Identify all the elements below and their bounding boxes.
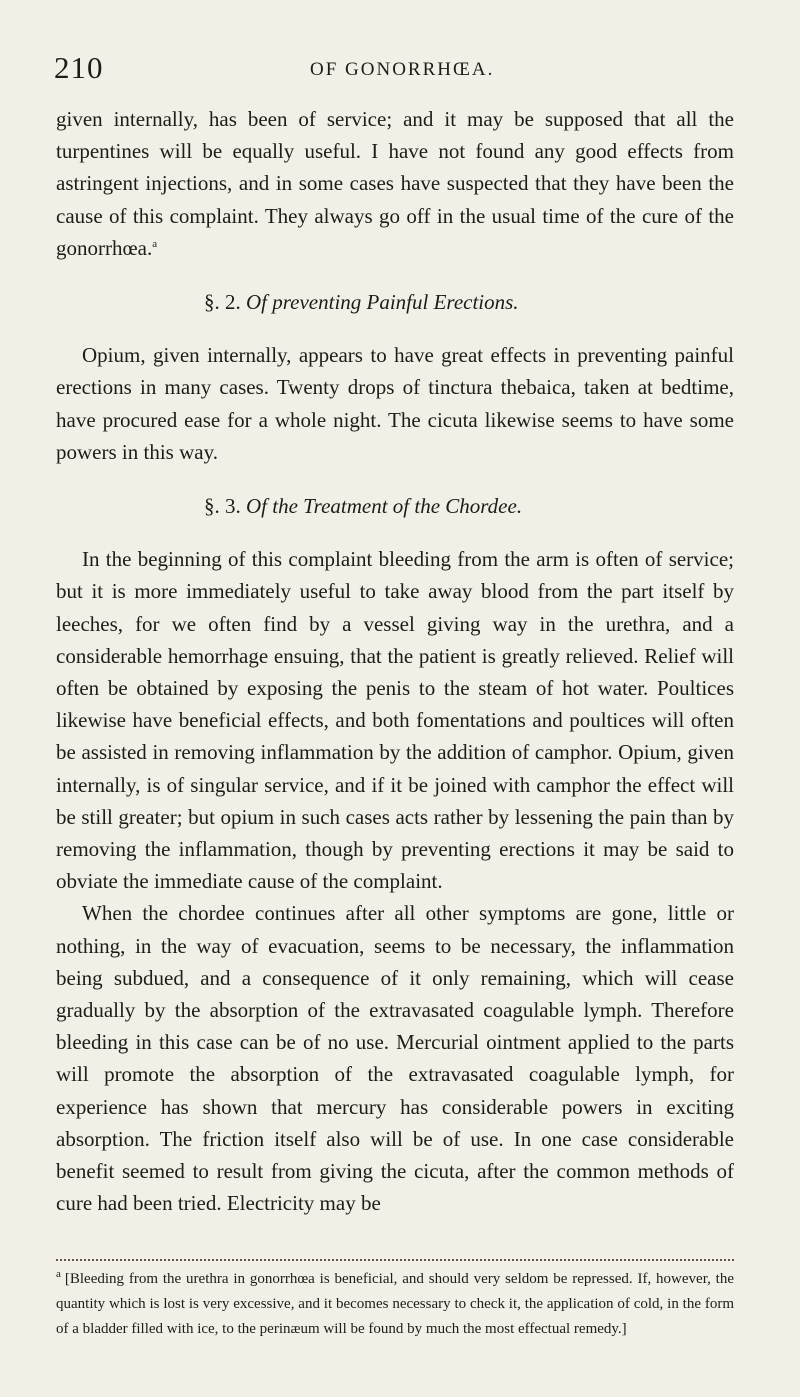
paragraph-turpentines [56,103,734,264]
section-heading-painful-erections [56,286,734,318]
running-title: OF GONORRHŒA. [310,59,495,80]
page-number: 210 [54,50,104,85]
section-number: §. 2. [204,290,241,315]
paragraph-chordee-treatment: In the beginning of this complaint bleeding from the arm is often of service; but it is more immediately useful to take away blood from the part itself by leeches, for we often find by a vessel giving way in the urethra, and a considerable hemorrhage ensuing, that the patient is greatly relieved. Relief will often be obtained by exposing the penis to the steam of hot water. Poultices likewise have beneficial effects, and both fomentations and poultices will often be assisted in removing inflammation by the addition of camphor. Opium, given internally, is of singular service, and if it be joined with camphor the effect will be still greater; but opium in such cases acts rather by lessening the pain than by removing the inflammation, though by preventing erections it may be said to obviate the immediate cause of the complaint. [56,547,734,894]
paragraph-opium: Opium, given internally, appears to have great effects in preventing painful erections in many cases. Twenty drops of tinctura thebaica, taken at bedtime, have procured ease for a whole night. The cicuta likewise seems to have some powers in this way. [56,343,734,464]
footnote [56,1267,734,1342]
footnote-text: [Bleeding from the urethra in gonorrhœa is beneficial, and should very seldom be repressed. If, however, the quantity which is lost is very excessive, and it becomes necessary to check it, the application of cold, in the form of a bladder filled with ice, to the perinæum will be found by much the most effectual remedy.] [56,1271,734,1337]
section-title: Of the Treatment of the Chordee. [246,494,523,519]
footnote-reference: a [152,237,158,250]
section-heading-chordee [56,490,734,522]
section-number: §. 3. [204,494,241,519]
section-title: Of preventing Painful Erections. [246,290,519,315]
page-header [0,50,800,90]
paragraph-text: given internally, has been of service; and it may be supposed that all the turpentines will be equally useful. I have not found any good effects from astringent injections, and in some cases have suspected that they have been the cause of this complaint. They always go off in the usual time of the cure of the gonorrhœa. [56,107,734,260]
footnote-mark: a [56,1268,61,1280]
paragraph-chordee-continues: When the chordee continues after all other symptoms are gone, little or nothing, in the way of evacuation, seems to be necessary, the inflammation being subdued, and a consequence of it only remaining, which will cease gradually by the absorption of the extravasated coagulable lymph. Therefore bleeding in this case can be of no use. Mercurial ointment applied to the parts will promote the absorption of the extravasated coagulable lymph, for experience has shown that mercury has considerable powers in exciting absorption. The friction itself also will be of use. In one case considerable benefit seemed to result from giving the cicuta, after the common methods of cure had been tried. Electricity may be [56,901,734,1216]
body-text [56,103,734,1220]
footnote-divider [56,1259,734,1261]
